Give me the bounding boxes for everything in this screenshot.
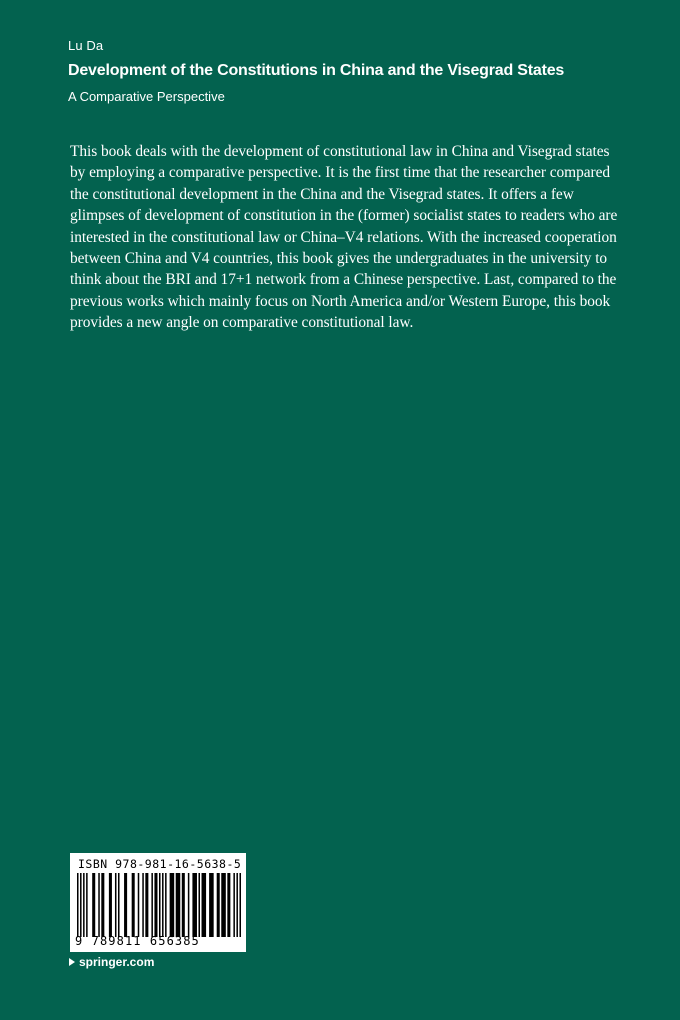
barcode-bar (154, 873, 157, 937)
barcode-bar (98, 873, 100, 937)
barcode-bar (124, 873, 127, 937)
barcode-bars (77, 873, 241, 937)
barcode-bar (165, 873, 167, 937)
barcode-bar (209, 873, 214, 937)
barcode-bar (118, 873, 120, 937)
barcode-bar (109, 873, 112, 937)
publisher-website: springer.com (79, 955, 155, 969)
barcode-bar (239, 873, 241, 937)
barcode-bar (170, 873, 175, 937)
barcode-bar (138, 873, 140, 937)
barcode-bar (236, 873, 238, 937)
barcode-bar (92, 873, 95, 937)
barcode-bar (115, 873, 117, 937)
barcode-bar (80, 873, 82, 937)
isbn-label: ISBN 978-981-16-5638-5 (78, 857, 242, 871)
barcode-bar (142, 873, 144, 937)
arrow-right-icon (69, 958, 75, 966)
book-subtitle: A Comparative Perspective (68, 89, 225, 104)
barcode-bar (176, 873, 181, 937)
barcode-bar (233, 873, 235, 937)
barcode-bar (221, 873, 226, 937)
barcode-digits: 9 789811 656385 (75, 934, 200, 948)
barcode-bar (145, 873, 148, 937)
author-name: Lu Da (68, 38, 104, 53)
barcode-bar (217, 873, 220, 937)
barcode-bar (101, 873, 104, 937)
barcode-bar (86, 873, 88, 937)
barcode-bar (227, 873, 230, 937)
barcode-bar (202, 873, 207, 937)
barcode-bar (83, 873, 85, 937)
barcode-bar (132, 873, 135, 937)
publisher-link[interactable] (69, 955, 154, 969)
book-description: This book deals with the development of constitutional law in China and Visegrad states by employing a comparative perspective. It is the first time that the researcher compared the constitutional development in the China and the Visegrad states. It offers a few glimpses of development of constitution in the (former) socialist states to readers who are interested in the constitutional law or China–V4 relations. With the increased cooperation between China and V4 countries, this book gives the undergraduates in the university to think about the BRI and 17+1 network from a Chinese perspective. Last, compared to the previous works which mainly focus on North America and/or Western Europe, this book provides a new angle on comparative constitutional law. (70, 143, 618, 332)
isbn-barcode (70, 853, 246, 952)
barcode-bar (151, 873, 153, 937)
barcode-bar (188, 873, 190, 937)
barcode-bar (77, 873, 79, 937)
barcode-bar (182, 873, 185, 937)
book-title: Development of the Constitutions in China and the Visegrad States (68, 62, 565, 79)
barcode-bar (162, 873, 164, 937)
barcode-bar (192, 873, 197, 937)
barcode-bar (159, 873, 161, 937)
barcode-bar (198, 873, 200, 937)
